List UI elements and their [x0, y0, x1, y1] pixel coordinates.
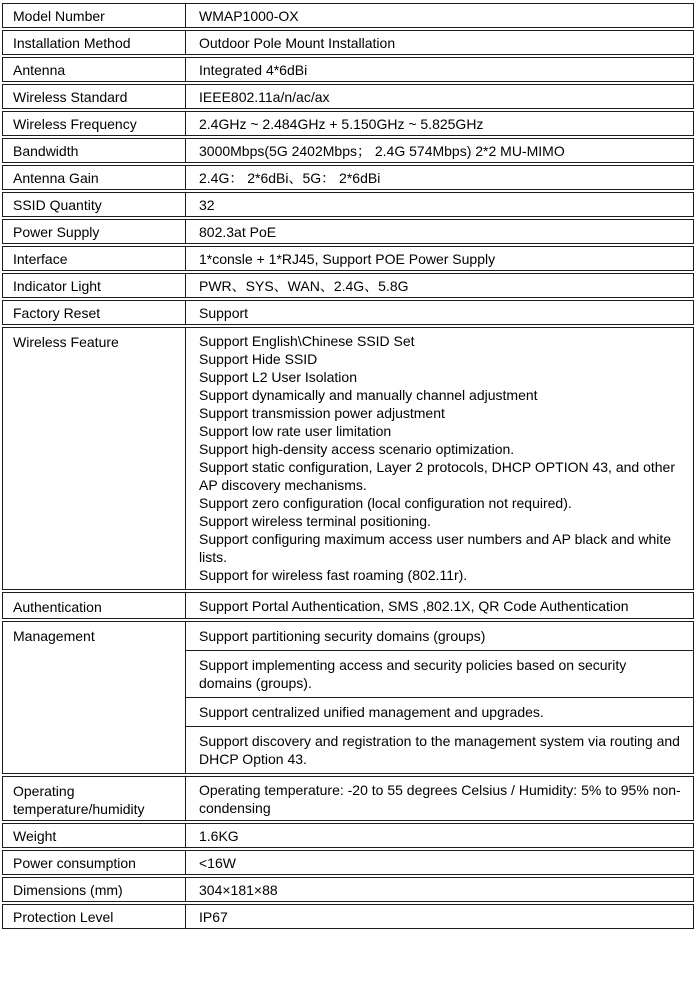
spec-subvalue: Support implementing access and security policies based on security domains (groups). [186, 651, 693, 698]
spec-label: Management [3, 622, 186, 773]
spec-label: Antenna Gain [3, 166, 186, 189]
spec-value: <16W [199, 854, 236, 871]
spec-subvalue: Support centralized unified management and upgrades. [186, 698, 693, 727]
row-wireless-standard [2, 84, 694, 109]
row-management [2, 621, 694, 774]
spec-value: 2.4GHz ~ 2.484GHz + 5.150GHz ~ 5.825GHz [199, 115, 484, 132]
spec-value: Integrated 4*6dBi [199, 61, 308, 78]
spec-table [2, 3, 694, 929]
spec-label: Model Number [3, 4, 186, 27]
spec-subvalue: Support partitioning security domains (groups) [186, 622, 693, 651]
row-protection-level [2, 904, 694, 929]
spec-value: 1*consle + 1*RJ45, Support POE Power Supply [199, 250, 496, 267]
spec-value: 1.6KG [199, 827, 239, 844]
spec-value: 32 [199, 196, 215, 213]
spec-label: Weight [3, 824, 186, 847]
row-operating-temperature-humidity [2, 776, 694, 821]
spec-value: IEEE802.11a/n/ac/ax [199, 88, 330, 105]
management-subrows [186, 622, 693, 773]
spec-value: Outdoor Pole Mount Installation [199, 34, 396, 51]
spec-value: 802.3at PoE [199, 223, 277, 240]
row-antenna [2, 57, 694, 82]
spec-value: PWR、SYS、WAN、2.4G、5.8G [199, 277, 409, 294]
spec-label: Bandwidth [3, 139, 186, 162]
spec-label: Factory Reset [3, 301, 186, 324]
row-ssid-quantity [2, 192, 694, 217]
spec-label: Protection Level [3, 905, 186, 928]
spec-label: Operating temperature/humidity [3, 777, 186, 820]
spec-label: Interface [3, 247, 186, 270]
spec-label: Antenna [3, 58, 186, 81]
row-interface [2, 246, 694, 271]
spec-subvalue: Support discovery and registration to the management system via routing and DHCP Option 43. [199, 733, 680, 767]
row-antenna-gain [2, 165, 694, 190]
row-dimensions [2, 877, 694, 902]
spec-label: Power consumption [3, 851, 186, 874]
spec-label: Authentication [3, 593, 186, 618]
spec-label: Indicator Light [3, 274, 186, 297]
row-model-number [2, 3, 694, 28]
spec-label: SSID Quantity [3, 193, 186, 216]
row-installation-method [2, 30, 694, 55]
row-weight [2, 823, 694, 848]
row-bandwidth [2, 138, 694, 163]
spec-label: Dimensions (mm) [3, 878, 186, 901]
spec-value: WMAP1000-OX [199, 7, 299, 24]
spec-value: Support [199, 304, 249, 321]
spec-value: IP67 [199, 908, 228, 925]
spec-label: Installation Method [3, 31, 186, 54]
spec-value: Support Portal Authentication, SMS ,802.1X, QR Code Authentication [199, 597, 629, 614]
row-authentication [2, 592, 694, 619]
spec-value-list: Support English\Chinese SSID Set Support Hide SSID Support L2 User Isolation Support dynamically and manually channel adjustment Support transmission power adjustment Support low rate user limitation Support high-density access scenario optimization. Support static configuration, Layer 2 protocols, DHCP OPTION 43, and other AP discovery mechanisms. Support zero configuration (local configuration not required). Support wireless terminal positioning. Support configuring maximum access user numbers and AP black and white lists. Support for wireless fast roaming (802.11r). [199, 333, 675, 583]
row-wireless-feature [2, 327, 694, 590]
row-indicator-light [2, 273, 694, 298]
spec-value: Operating temperature: -20 to 55 degrees Celsius / Humidity: 5% to 95% non-condensing [199, 781, 681, 816]
row-power-consumption [2, 850, 694, 875]
spec-value: 304×181×88 [199, 881, 278, 898]
row-wireless-frequency [2, 111, 694, 136]
row-power-supply [2, 219, 694, 244]
spec-label: Power Supply [3, 220, 186, 243]
spec-label: Wireless Standard [3, 85, 186, 108]
spec-label: Wireless Frequency [3, 112, 186, 135]
spec-label: Wireless Feature [3, 328, 186, 589]
spec-value: 2.4G： 2*6dBi、5G： 2*6dBi [199, 169, 381, 186]
spec-value: 3000Mbps(5G 2402Mbps； 2.4G 574Mbps) 2*2 MU-MIMO [199, 142, 565, 159]
row-factory-reset [2, 300, 694, 325]
